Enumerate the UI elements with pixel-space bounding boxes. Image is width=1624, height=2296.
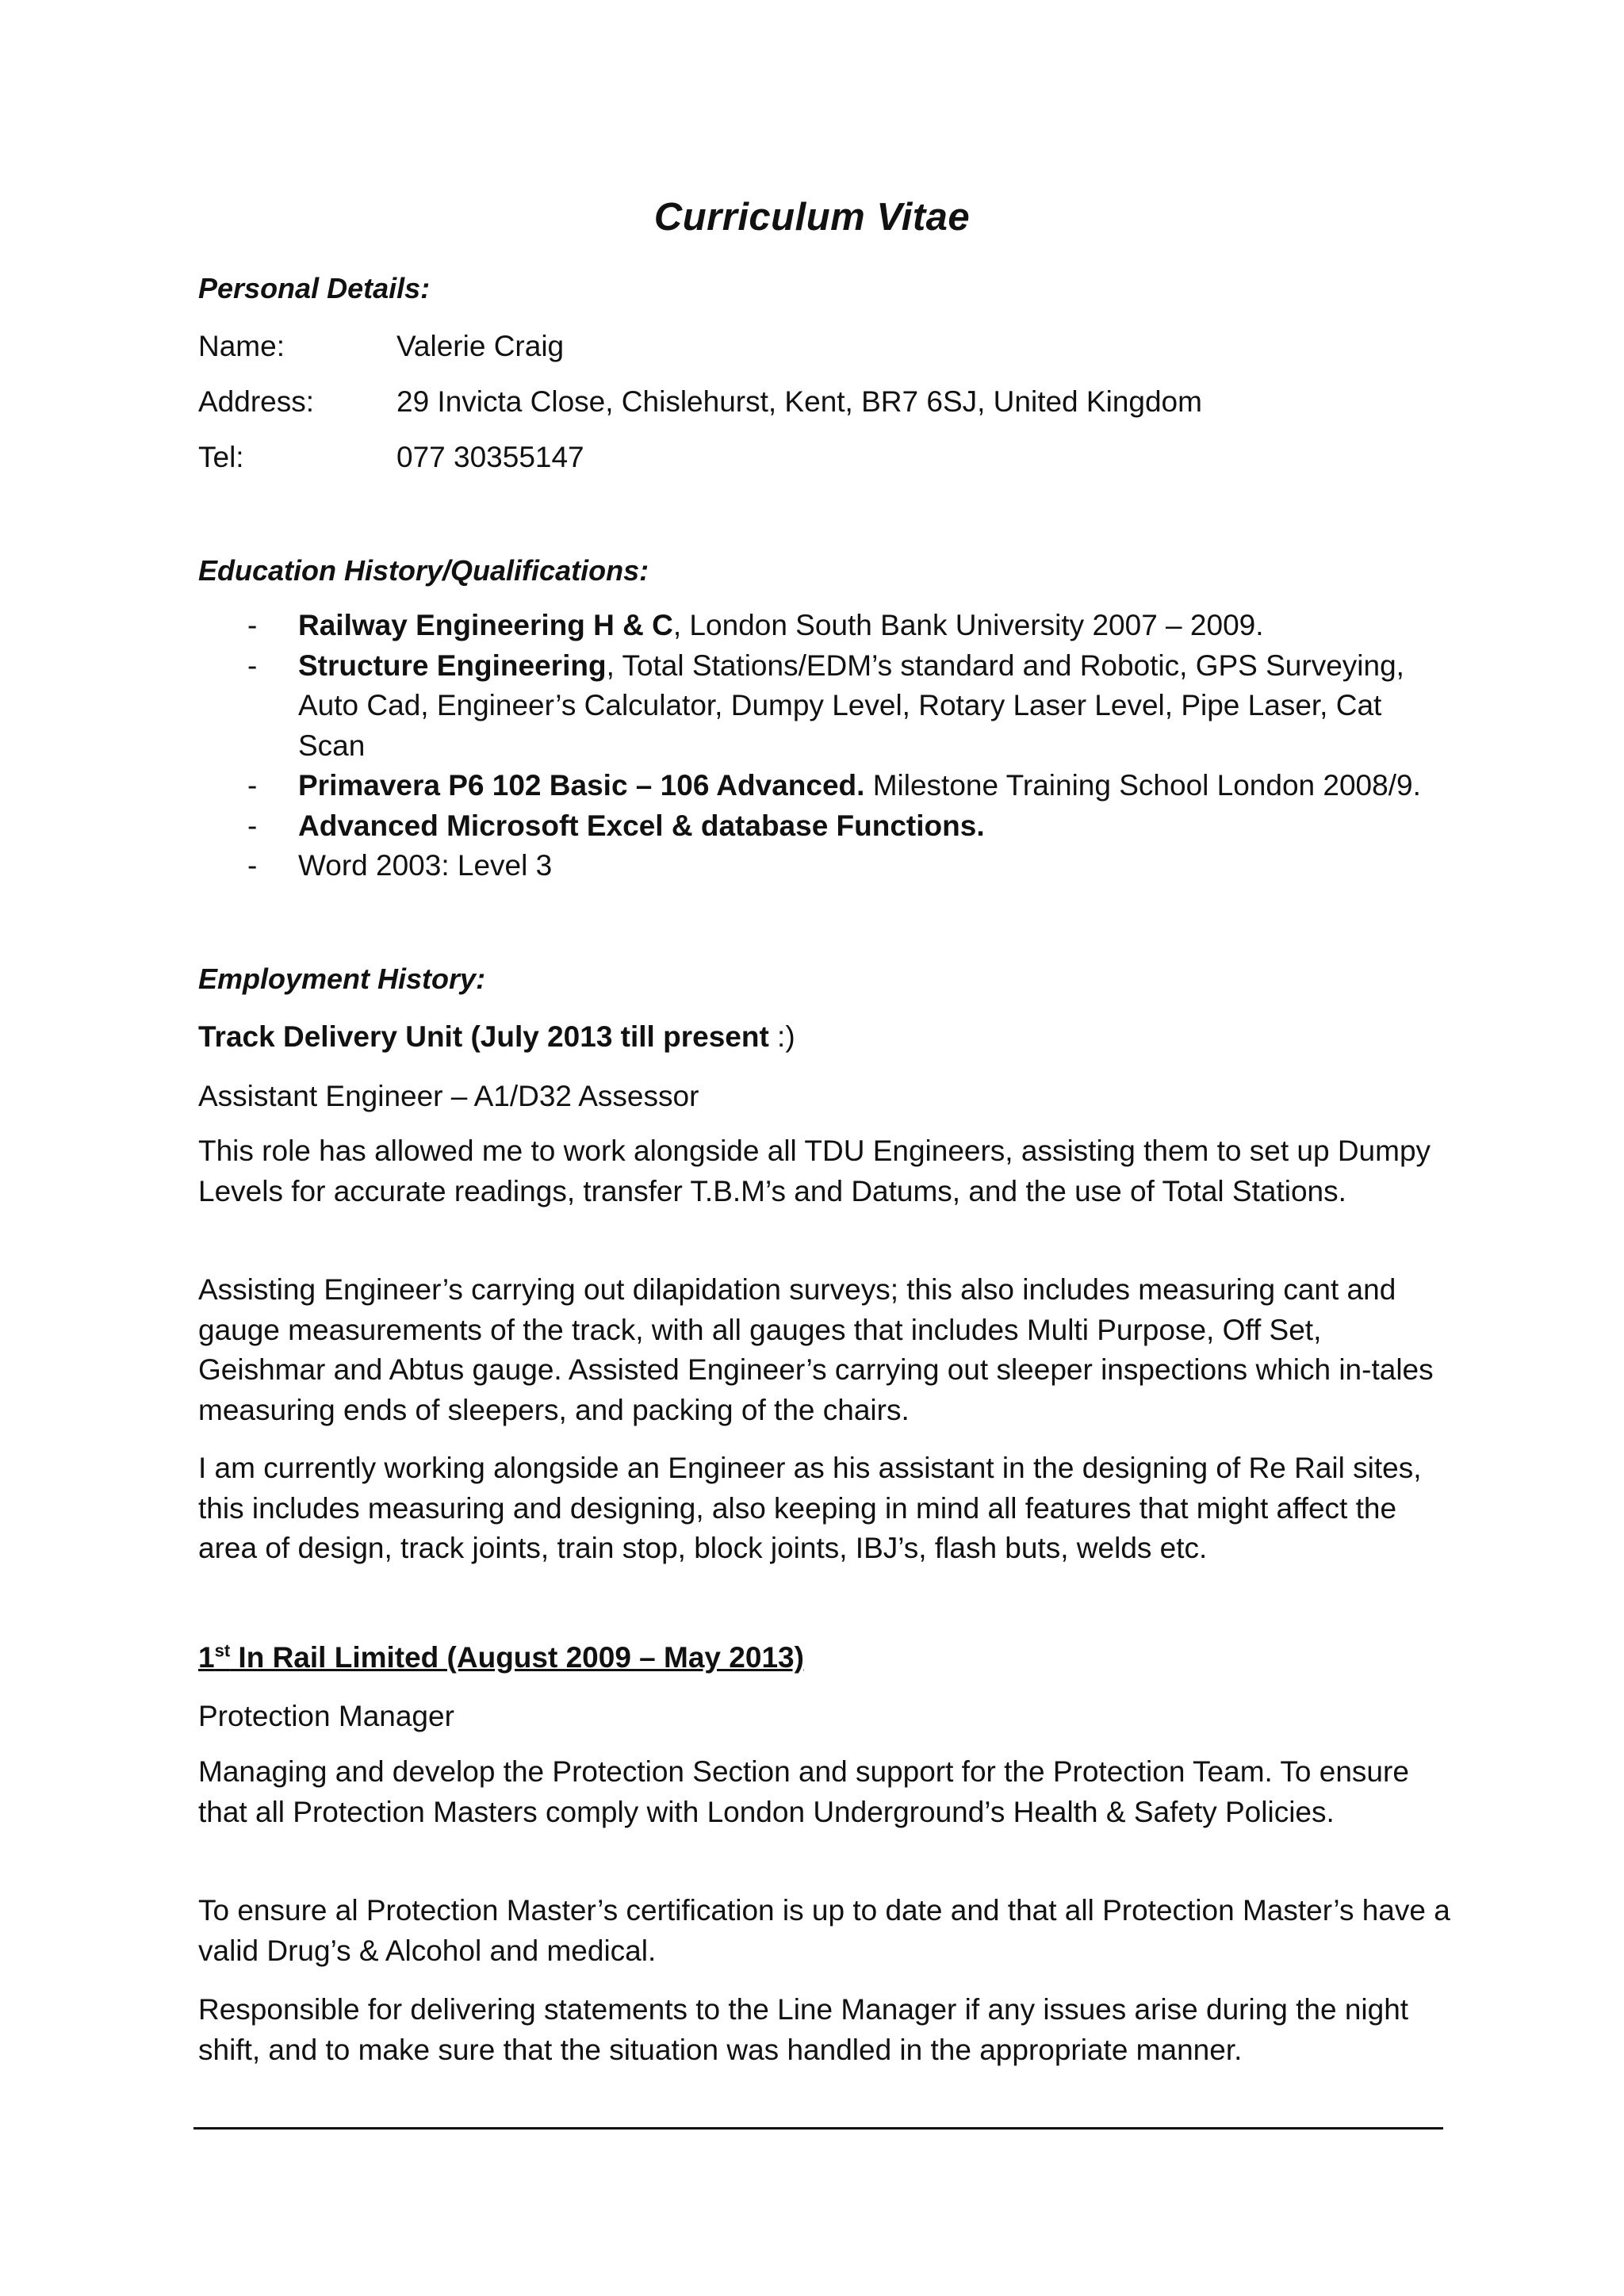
education-item-title: Structure Engineering — [298, 649, 607, 682]
document-title: Curriculum Vitae — [653, 196, 971, 239]
name-row — [198, 330, 564, 363]
education-list — [198, 606, 1451, 886]
education-item: - Advanced Microsoft Excel & database Functions. — [247, 809, 985, 842]
address-row — [198, 385, 1202, 419]
education-item-text: , London South Bank University 2007 – 2009. — [672, 609, 1264, 641]
name-value: Valerie Craig — [396, 330, 565, 362]
address-value: 29 Invicta Close, Chislehurst, Kent, BR7 6SJ, United Kingdom — [396, 385, 1202, 418]
education-item: - Primavera P6 102 Basic – 106 Advanced. Milestone Training School London 2008/9. — [247, 769, 1421, 802]
education-item: - Railway Engineering H & C, London South Bank University 2007 – 2009. — [247, 609, 1264, 641]
tel-value: 077 30355147 — [396, 441, 584, 473]
education-item: - Word 2003: Level 3 — [247, 849, 553, 882]
job2-role: Protection Manager — [198, 1700, 454, 1732]
job2-ordinal: 1 — [198, 1641, 215, 1674]
job2-paragraph-2: To ensure al Protection Master’s certification is up to date and that all Protection Master’s have a valid Drug’s & Alcohol and medical. — [198, 1894, 1450, 1967]
job1-paragraph-3: I am currently working alongside an Engineer as his assistant in the designing of Re Rail sites, this includes measuring and designing, also keeping in mind all features that might affect the area of design, track joints, train stop, block joints, IBJ’s, flash buts, welds etc. — [198, 1452, 1422, 1564]
education-item-title: Advanced Microsoft Excel & database Functions. — [298, 809, 985, 842]
footer-divider — [193, 2127, 1443, 2130]
job1-paragraph-1: This role has allowed me to work alongside all TDU Engineers, assisting them to set up Dumpy Levels for accurate readings, transfer T.B.M’s and Datums, and the use of Total Stations. — [198, 1135, 1431, 1207]
job2-paragraph-1: Managing and develop the Protection Section and support for the Protection Team. To ensure that all Protection Masters comply with London Underground’s Health & Safety Policies. — [198, 1755, 1409, 1828]
education-item-text: , Total Stations/EDM’s standard and Robotic, GPS Surveying, Auto Cad, Engineer’s Calculator, Dumpy Level, Rotary Laser Level, Pipe Laser, Cat Scan — [298, 649, 1404, 762]
address-label: Address: — [198, 385, 315, 418]
job2-employer-name: In Rail Limited (August 2009 – May 2013) — [230, 1641, 804, 1674]
job1-role: Assistant Engineer – A1/D32 Assessor — [198, 1080, 699, 1112]
education-item: - Structure Engineering, Total Stations/EDM’s standard and Robotic, GPS Surveying, Auto Cad, Engineer’s Calculator, Dumpy Level, Rotary Laser Level, Pipe Laser, Cat Scan — [247, 649, 1404, 762]
job1-employer — [198, 1020, 795, 1054]
personal-details-heading: Personal Details: — [198, 272, 431, 304]
job1-employer-name: Track Delivery Unit (July 2013 till present — [198, 1020, 769, 1053]
job2-paragraph-3: Responsible for delivering statements to the Line Manager if any issues arise during the night shift, and to make sure that the situation was handled in the appropriate manner. — [198, 1993, 1409, 2066]
education-item-text: Word 2003: Level 3 — [298, 849, 553, 882]
employment-heading: Employment History: — [198, 962, 486, 995]
name-label: Name: — [198, 330, 285, 362]
job2-ordinal-suffix: st — [214, 1640, 231, 1661]
education-item-text: Milestone Training School London 2008/9. — [864, 769, 1421, 802]
job2-employer — [198, 1641, 804, 1674]
job1-employer-suffix: :) — [768, 1020, 795, 1053]
education-item-title: Railway Engineering H & C — [298, 609, 673, 641]
tel-row — [198, 441, 584, 474]
tel-label: Tel: — [198, 441, 244, 473]
job1-paragraph-2: Assisting Engineer’s carrying out dilapidation surveys; this also includes measuring cant and gauge measurements of the track, with all gauges that includes Multi Purpose, Off Set, Geishmar and Abtus gauge. Assisted Engineer’s carrying out sleeper inspections which in-tales measuring ends of sleepers, and packing of the chairs. — [198, 1273, 1434, 1426]
education-heading: Education History/Qualifications: — [198, 554, 649, 587]
education-item-title: Primavera P6 102 Basic – 106 Advanced. — [298, 769, 865, 802]
